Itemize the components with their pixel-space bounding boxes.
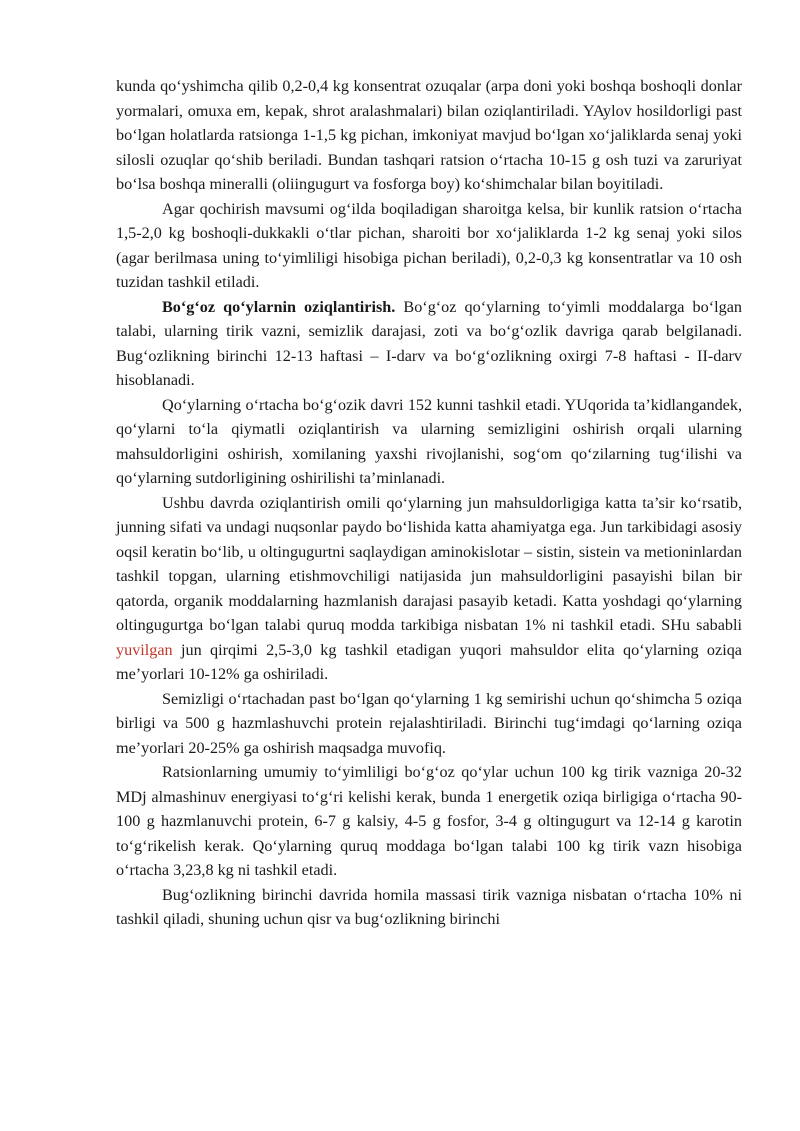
paragraph-8-text: Bug‘ozlikning birinchi davrida homila massasi tirik vazniga nisbatan o‘rtacha 10% ni tashkil qiladi, shuning uchun qisr va bug‘ozlikning birinchi (116, 885, 742, 928)
paragraph-8 (116, 883, 742, 932)
paragraph-1 (116, 74, 742, 197)
paragraph-7-text: Ratsionlarning umumiy to‘yimliligi bo‘g‘oz qo‘ylar uchun 100 kg tirik vazniga 20-32 MDj almashinuv energiyasi to‘g‘ri kelishi kerak, bunda 1 energetik oziqa birligiga o‘rtacha 90-100 g hazmlanuvchi protein, 6-7 g kalsiy, 4-5 g fosfor, 3-4 g oltingugurt va 12-14 g karotin to‘g‘rikelish kerak. Qo‘ylarning quruq moddaga bo‘lgan talabi 100 kg tirik vazn hisobiga o‘rtacha 3,23,8 kg ni tashkil etadi. (116, 763, 742, 879)
paragraph-2 (116, 197, 742, 295)
paragraph-5 (116, 491, 742, 687)
paragraph-7 (116, 760, 742, 883)
paragraph-4-text: Qo‘ylarning o‘rtacha bo‘g‘ozik davri 152 kunni tashkil etadi. YUqorida ta’kidlangandek, qo‘ylarni to‘la qiymatli oziqlantirish va ularning semizligini oshirish orqali ularning mahsuldorligini oshirish, xomilaning yaxshi rivojlanishi, sog‘om qo‘zilarning tug‘ilishi va qo‘ylarning sutdorligining oshirilishi ta’minlanadi. (116, 395, 742, 487)
highlighted-word: yuvilgan (116, 640, 173, 659)
paragraph-3-text: Bo‘g‘oz qo‘ylarning to‘yimli moddalarga bo‘lgan talabi, ularning tirik vazni, semizlik darajasi, zoti va bo‘g‘ozlik davriga qarab belgilanadi. Bug‘ozlikning birinchi 12-13 haftasi – I-darv va bo‘g‘ozlikning oxirgi 7-8 haftasi - II-darv hisoblanadi. (116, 297, 742, 389)
paragraph-1-text: kunda qo‘yshimcha qilib 0,2-0,4 kg konsentrat ozuqalar (arpa doni yoki boshqa boshoqli donlar yormalari, omuxa em, kepak, shrot aralashmalari) bilan oziqlantiriladi. YAylov hosildorligi past bo‘lgan holatlarda ratsionga 1-1,5 kg pichan, imkoniyat mavjud bo‘lgan xo‘jaliklarda senaj yoki silosli ozuqlar qo‘shib beriladi. Bundan tashqari ratsion o‘rtacha 10-15 g osh tuzi va zaruriyat bo‘lsa boshqa mineralli (oliingugurt va fosforga boy) ko‘shimchalar bilan boyitiladi. (116, 77, 742, 193)
paragraph-5-text-b: jun qirqimi 2,5-3,0 kg tashkil etadigan yuqori mahsuldor elita qo‘ylarning oziqa me’yorlari 10-12% ga oshiriladi. (116, 640, 742, 683)
paragraph-2-text: Agar qochirish mavsumi og‘ilda boqiladigan sharoitga kelsa, bir kunlik ratsion o‘rtacha 1,5-2,0 kg boshoqli-dukkakli o‘tlar pichan, sharoiti bor xo‘jaliklarda 1-2 kg senaj yoki silos (agar berilmasa uning to‘yimliligi hisobiga pichan beriladi), 0,2-0,3 kg konsentratlar va 10 osh tuzidan tashkil etiladi. (116, 199, 742, 291)
paragraph-5-text-a: Ushbu davrda oziqlantirish omili qo‘ylarning jun mahsuldorligiga katta ta’sir ko‘rsatib, junning sifati va undagi nuqsonlar paydo bo‘lishida katta ahamiyatga ega. Jun tarkibidagi asosiy oqsil keratin bo‘lib, u oltingugurtni saqlaydigan aminokislotar – sistin, sistein va metioninlardan tashkil topgan, ularning etishmovchiligi natijasida jun mahsuldorligini pasayishi bilan bir qatorda, organik moddalarning hazmlanish darajasi pasayib ketadi. Katta yoshdagi qo‘ylarning oltingugurtga bo‘lgan talabi quruq modda tarkibiga nisbatan 1% ni tashkil etadi. SHu sababli (116, 493, 742, 634)
section-heading: Bo‘g‘oz qo‘ylarnin oziqlantirish. (162, 297, 396, 316)
paragraph-6-text: Semizligi o‘rtachadan past bo‘lgan qo‘ylarning 1 kg semirishi uchun qo‘shimcha 5 oziqa birligi va 500 g hazmlashuvchi protein rejalashtiriladi. Birinchi tug‘imdagi qo‘larning oziqa me’yorlari 20-25% ga oshirish maqsadga muvofiq. (116, 689, 742, 757)
paragraph-4 (116, 393, 742, 491)
paragraph-3 (116, 295, 742, 393)
paragraph-6 (116, 687, 742, 761)
